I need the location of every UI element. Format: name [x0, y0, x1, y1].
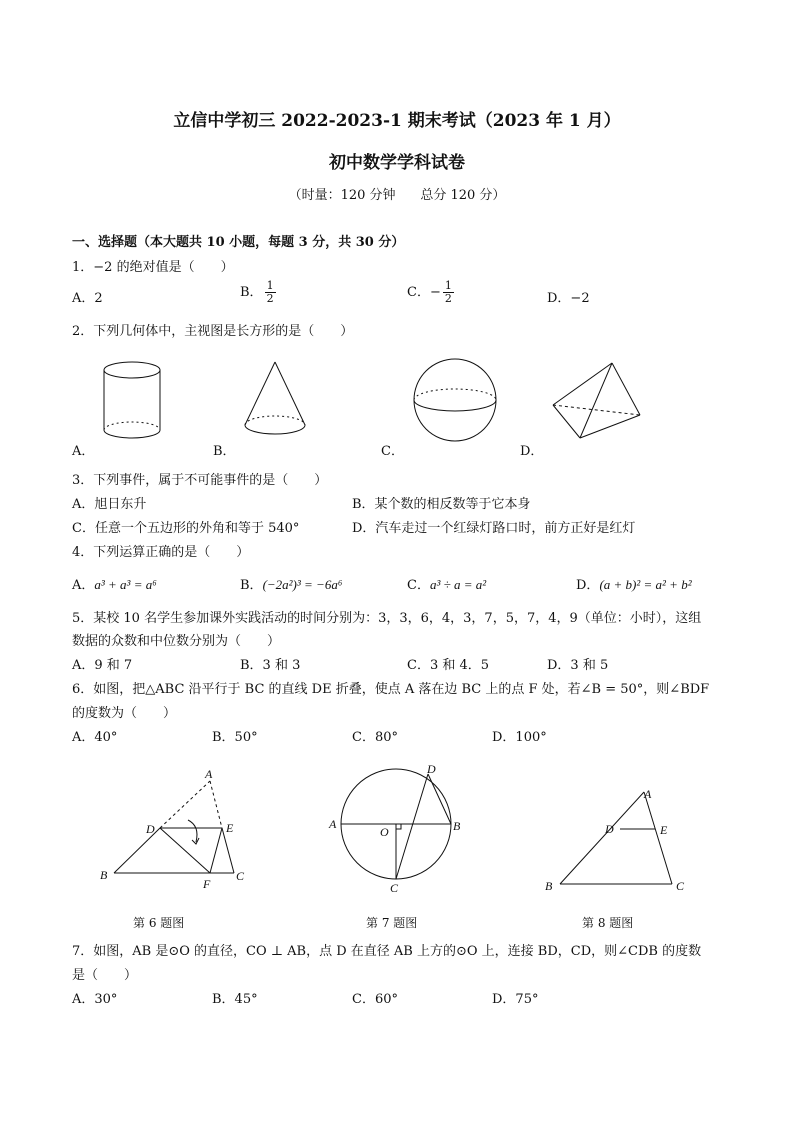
q2-label-d: D． — [520, 444, 544, 459]
fig7-caption: 第 7 题图 — [366, 916, 418, 930]
fig7-label-c: C — [390, 881, 399, 895]
q5-option-c: C．3 和 4．5 — [407, 658, 490, 673]
q6-option-c: C．80° — [352, 730, 398, 745]
fig8-caption: 第 8 题图 — [582, 916, 634, 930]
fig8-label-c: C — [676, 879, 685, 893]
q3-option-d: D．汽车走过一个红绿灯路口时，前方正好是红灯 — [352, 521, 636, 536]
fig6-label-d: D — [146, 822, 155, 836]
q7-line1: 7．如图，AB 是⊙O 的直径，CO ⊥ AB，点 D 在直径 AB 上方的⊙O 上，连接 BD，CD，则∠CDB 的度数 — [72, 944, 702, 959]
q2-stem: 2．下列几何体中，主视图是长方形的是（ ） — [72, 324, 354, 339]
fig6-label-e: E — [226, 821, 234, 835]
q3-option-a: A．旭日东升 — [72, 497, 147, 512]
q6-line1: 6．如图，把△ABC 沿平行于 BC 的直线 DE 折叠，使点 A 落在边 BC 上的点 F 处，若∠B = 50°，则∠BDF — [72, 682, 710, 697]
fig7-label-b: B — [453, 819, 461, 833]
q1-b-prefix: B． — [240, 285, 263, 300]
q1-b-den: 2 — [266, 292, 274, 305]
exam-subtitle: 初中数学学科试卷 — [329, 153, 465, 173]
q1-c-num: 1 — [444, 279, 452, 292]
q1-option-c — [407, 280, 456, 305]
figure-8 — [540, 780, 700, 895]
fig6-label-c: C — [236, 869, 245, 883]
exam-title: 立信中学初三 2022-2023-1 期末考试（2023 年 1 月） — [173, 111, 621, 131]
q4-c-expr: a³ ÷ a = a² — [429, 577, 487, 592]
q4-a-label: A． — [72, 578, 95, 593]
q4-option-b — [240, 574, 342, 593]
figure-6 — [92, 760, 262, 895]
q7-option-b: B．45° — [212, 992, 258, 1007]
section-heading: 一、选择题（本大题共 10 小题，每题 3 分，共 30 分） — [72, 235, 405, 250]
fig6-caption: 第 6 题图 — [133, 916, 185, 930]
q4-option-c — [407, 574, 486, 593]
fig8-label-a: A — [644, 787, 652, 801]
cone-figure — [235, 360, 315, 445]
q4-c-label: C． — [407, 578, 430, 593]
q1-b-num: 1 — [266, 279, 274, 292]
q1-option-a: A．2 — [72, 291, 103, 306]
q5-option-a: A．9 和 7 — [72, 658, 133, 673]
q6-option-d: D．100° — [492, 730, 547, 745]
q5-option-b: B．3 和 3 — [240, 658, 301, 673]
score-info: 总分 120 分） — [420, 188, 506, 203]
q4-option-a — [72, 574, 157, 593]
q7-option-d: D．75° — [492, 992, 539, 1007]
q4-d-label: D． — [576, 578, 600, 593]
q1-c-fraction — [443, 280, 454, 305]
q1-c-prefix: C．− — [407, 285, 441, 300]
q1-c-den: 2 — [444, 292, 452, 305]
q6-line2: 的度数为（ ） — [72, 706, 177, 721]
sphere-figure — [405, 355, 505, 450]
q4-d-expr: (a + b)² = a² + b² — [599, 577, 692, 592]
fig6-label-b: B — [100, 868, 108, 882]
fig7-label-d: D — [427, 762, 436, 776]
cylinder-figure — [92, 355, 172, 445]
pyramid-figure — [548, 360, 648, 445]
fig6-label-f: F — [203, 877, 211, 891]
q2-label-b: B． — [213, 444, 236, 459]
fig6-label-a: A — [205, 767, 213, 781]
q6-option-b: B．50° — [212, 730, 258, 745]
q7-option-a: A．30° — [72, 992, 118, 1007]
q4-a-expr: a³ + a³ = a⁶ — [94, 577, 157, 592]
q6-option-a: A．40° — [72, 730, 118, 745]
q4-b-expr: (−2a²)³ = −6a⁶ — [262, 577, 343, 592]
fig7-label-o: O — [380, 825, 389, 839]
q4-stem: 4．下列运算正确的是（ ） — [72, 545, 250, 560]
fig8-label-b: B — [545, 879, 553, 893]
q5-option-d: D．3 和 5 — [547, 658, 609, 673]
q2-label-a: A． — [72, 444, 95, 459]
q3-option-c: C．任意一个五边形的外角和等于 540° — [72, 521, 300, 536]
q1-option-b — [240, 280, 278, 305]
time-info: （时量：120 分钟 — [288, 188, 396, 203]
fig7-label-a: A — [329, 817, 337, 831]
q5-line2: 数据的众数和中位数分别为（ ） — [72, 634, 281, 649]
fig8-label-e: E — [660, 823, 668, 837]
exam-info — [0, 184, 794, 203]
figure-7 — [322, 760, 472, 895]
q3-option-b: B．某个数的相反数等于它本身 — [352, 497, 531, 512]
q4-option-d — [576, 574, 692, 593]
q1-b-fraction — [265, 280, 276, 305]
q5-line1: 5．某校 10 名学生参加课外实践活动的时间分别为：3，3，6，4，3，7，5，7，4，9（单位：小时），这组 — [72, 611, 702, 626]
q7-option-c: C．60° — [352, 992, 398, 1007]
q2-label-c: C． — [381, 444, 404, 459]
q4-b-label: B． — [240, 578, 263, 593]
q3-stem: 3．下列事件，属于不可能事件的是（ ） — [72, 473, 328, 488]
q1-option-d: D．−2 — [547, 291, 590, 306]
q1-stem: 1．−2 的绝对值是（ ） — [72, 260, 234, 275]
fig8-label-d: D — [605, 822, 614, 836]
q7-line2: 是（ ） — [72, 968, 138, 983]
